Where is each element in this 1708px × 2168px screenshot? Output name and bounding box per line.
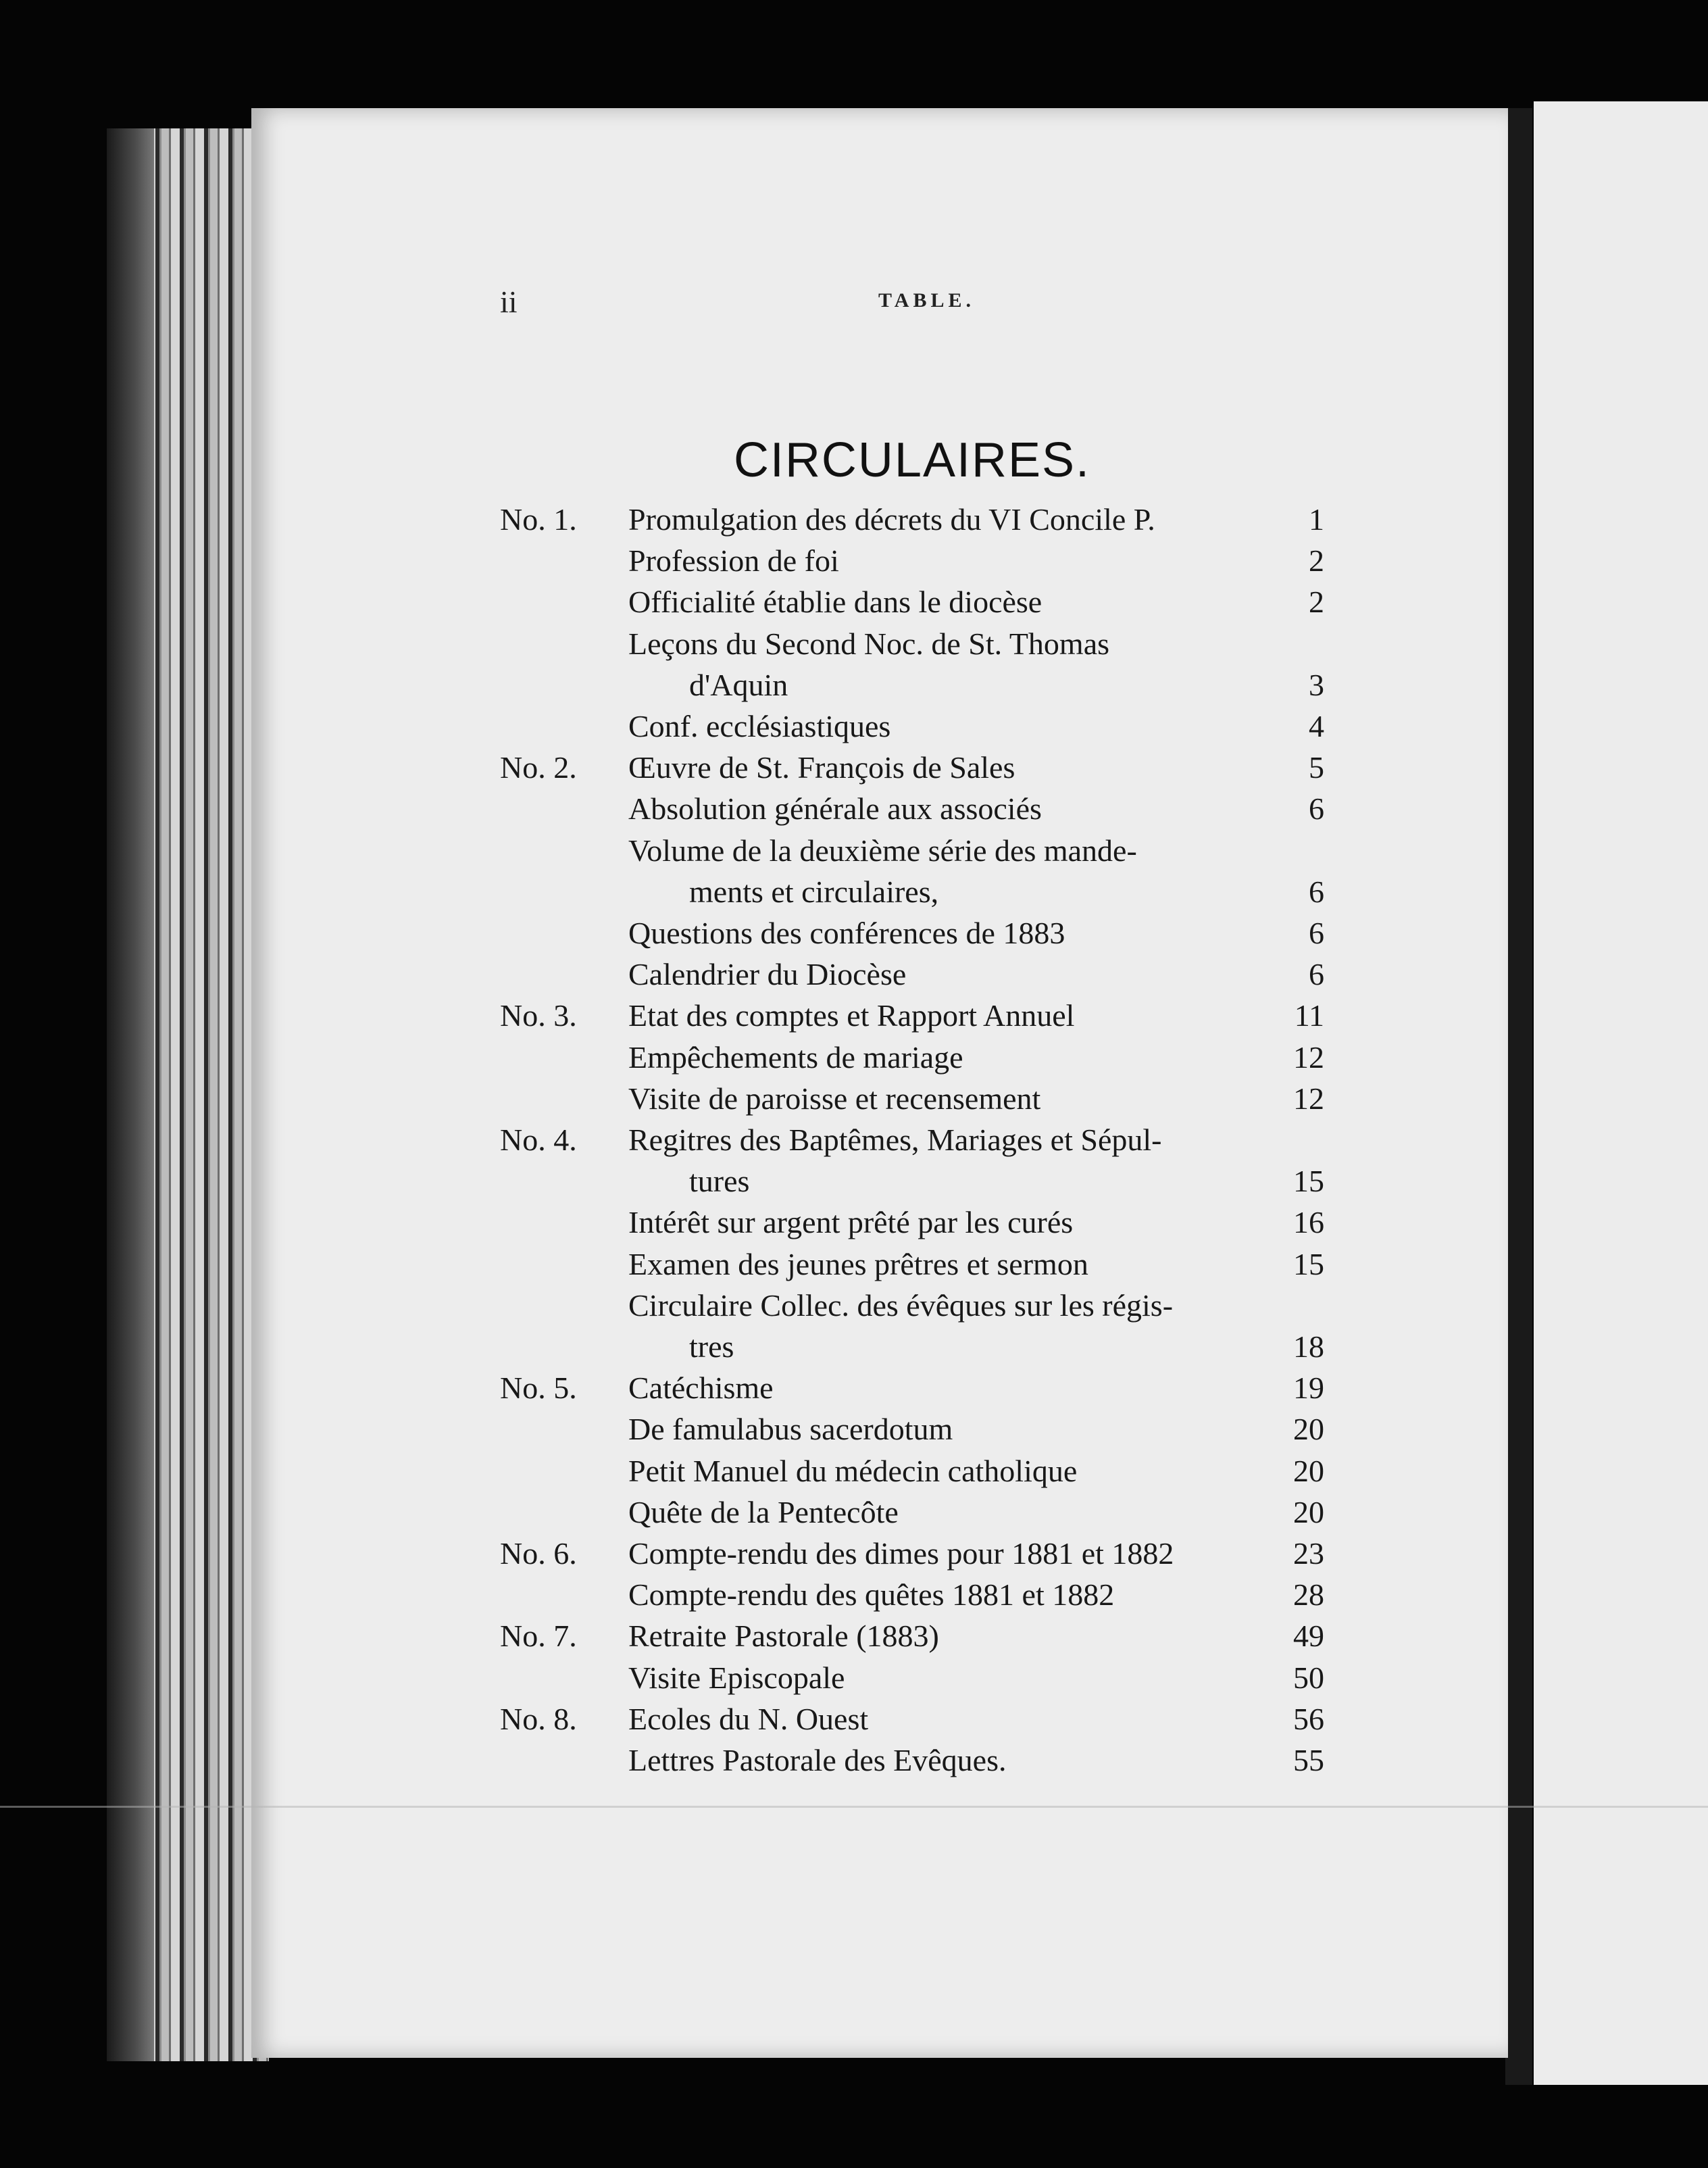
toc-entry	[500, 1246, 1324, 1288]
entry-title: Intérêt sur argent prêté par les curés	[628, 1205, 1074, 1240]
entry-page-number: 56	[1293, 1701, 1324, 1736]
entry-page-number: 2	[1309, 543, 1324, 578]
entry-page-number: 49	[1293, 1619, 1324, 1654]
entry-title: Etat des comptes et Rapport Annuel	[628, 998, 1075, 1033]
entry-title: d'Aquin	[689, 667, 788, 702]
toc-entry	[500, 915, 1324, 957]
entry-page-number: 6	[1309, 791, 1324, 827]
circular-number: No. 4.	[500, 1123, 577, 1157]
circular-number: No. 2.	[500, 750, 577, 785]
entry-page-number: 16	[1293, 1205, 1324, 1240]
entry-page-number: 19	[1293, 1371, 1324, 1406]
toc-entry	[500, 1370, 1324, 1412]
toc-entry	[500, 1618, 1324, 1660]
toc-entry	[500, 1039, 1324, 1081]
entry-title: Retraite Pastorale (1883)	[628, 1619, 939, 1654]
toc-entry	[500, 1287, 1324, 1329]
toc-entry	[500, 1163, 1324, 1205]
entry-page-number: 20	[1293, 1412, 1324, 1447]
entry-page-number: 6	[1309, 874, 1324, 909]
scan-artifact-line	[0, 1806, 1708, 1808]
circular-number: No. 6.	[500, 1536, 577, 1571]
toc-entry	[500, 543, 1324, 585]
entry-title: Lettres Pastorale des Evêques.	[628, 1743, 1007, 1777]
entry-page-number: 18	[1293, 1329, 1324, 1364]
entry-title: tres	[689, 1329, 734, 1364]
entry-title: De famulabus sacerdotum	[628, 1412, 953, 1447]
entry-title: Absolution générale aux associés	[628, 791, 1042, 827]
toc-entry	[500, 1742, 1324, 1784]
entry-title: Compte-rendu des quêtes 1881 et 1882	[628, 1577, 1115, 1612]
entry-title: Petit Manuel du médecin catholique	[628, 1453, 1078, 1488]
entry-title: Œuvre de St. François de Sales	[628, 750, 1015, 785]
entry-title: Volume de la deuxième série des mande-	[628, 833, 1137, 868]
circular-number: No. 3.	[500, 998, 577, 1033]
entry-page-number: 15	[1293, 1164, 1324, 1199]
toc-entry	[500, 1329, 1324, 1371]
entry-title: Officialité établie dans le diocèse	[628, 585, 1043, 620]
entry-title: Questions des conférences de 1883	[628, 916, 1065, 950]
entry-title: Compte-rendu des dimes pour 1881 et 1882	[628, 1536, 1174, 1571]
entry-title: Conf. ecclésiastiques	[628, 709, 891, 743]
circular-number: No. 5.	[500, 1371, 577, 1406]
entry-title: Quête de la Pentecôte	[628, 1494, 899, 1529]
entry-page-number: 12	[1293, 1081, 1324, 1116]
entry-page-number: 12	[1293, 1039, 1324, 1075]
toc-entry	[500, 501, 1324, 543]
book-page-edges	[107, 128, 269, 2061]
entry-page-number: 2	[1309, 585, 1324, 620]
toc-entry	[500, 584, 1324, 626]
entry-title: Ecoles du N. Ouest	[628, 1701, 869, 1736]
entry-title: Visite de paroisse et recensement	[628, 1081, 1041, 1116]
page-number: ii	[500, 285, 518, 319]
circular-number: No. 8.	[500, 1701, 577, 1736]
entry-title: Promulgation des décrets du VI Concile P.	[628, 502, 1155, 537]
toc-entry	[500, 1411, 1324, 1453]
toc-entry	[500, 833, 1324, 874]
toc-entry	[500, 667, 1324, 709]
toc-entry	[500, 997, 1324, 1039]
toc-entry	[500, 1494, 1324, 1536]
toc-entry	[500, 708, 1324, 750]
toc-entry	[500, 749, 1324, 791]
toc-entry	[500, 956, 1324, 998]
entry-page-number: 6	[1309, 957, 1324, 992]
entry-page-number: 3	[1309, 667, 1324, 702]
entry-page-number: 4	[1309, 709, 1324, 743]
entry-page-number: 23	[1293, 1536, 1324, 1571]
gutter-shadow	[1505, 108, 1532, 2085]
running-title: TABLE.	[878, 289, 975, 312]
entry-title: Examen des jeunes prêtres et sermon	[628, 1246, 1088, 1281]
section-title: CIRCULAIRES.	[733, 433, 1091, 487]
entry-page-number: 50	[1293, 1660, 1324, 1695]
entry-page-number: 28	[1293, 1577, 1324, 1612]
toc-entry	[500, 874, 1324, 916]
entry-title: Empêchements de mariage	[628, 1039, 963, 1075]
entry-page-number: 20	[1293, 1494, 1324, 1529]
circular-number: No. 1.	[500, 502, 577, 537]
entry-title: tures	[689, 1164, 750, 1199]
entry-title: Visite Episcopale	[628, 1660, 845, 1695]
toc-entry	[500, 1701, 1324, 1743]
entry-page-number: 15	[1293, 1246, 1324, 1281]
toc-entry	[500, 626, 1324, 668]
circular-number: No. 7.	[500, 1619, 577, 1654]
entry-title: Circulaire Collec. des évêques sur les régis-	[628, 1287, 1174, 1323]
toc-entry	[500, 1577, 1324, 1619]
entry-page-number: 6	[1309, 916, 1324, 950]
entry-page-number: 11	[1294, 998, 1324, 1033]
toc-entry	[500, 1204, 1324, 1246]
entry-title: ments et circulaires,	[689, 874, 939, 909]
toc-entry	[500, 791, 1324, 833]
entry-title: Profession de foi	[628, 543, 839, 578]
toc-entry	[500, 1453, 1324, 1495]
toc-entry	[500, 1535, 1324, 1577]
entry-title: Leçons du Second Noc. de St. Thomas	[628, 626, 1110, 661]
entry-page-number: 1	[1309, 502, 1324, 537]
entry-title: Catéchisme	[628, 1371, 774, 1406]
facing-page	[1534, 101, 1708, 2085]
running-head	[500, 284, 1324, 324]
entry-page-number: 55	[1293, 1743, 1324, 1777]
entry-page-number: 20	[1293, 1453, 1324, 1488]
toc-entry	[500, 1122, 1324, 1164]
toc-entry	[500, 1081, 1324, 1123]
entry-page-number: 5	[1309, 750, 1324, 785]
entry-title: Calendrier du Diocèse	[628, 957, 907, 992]
toc-entry	[500, 1660, 1324, 1702]
entry-title: Regitres des Baptêmes, Mariages et Sépul-	[628, 1123, 1162, 1157]
